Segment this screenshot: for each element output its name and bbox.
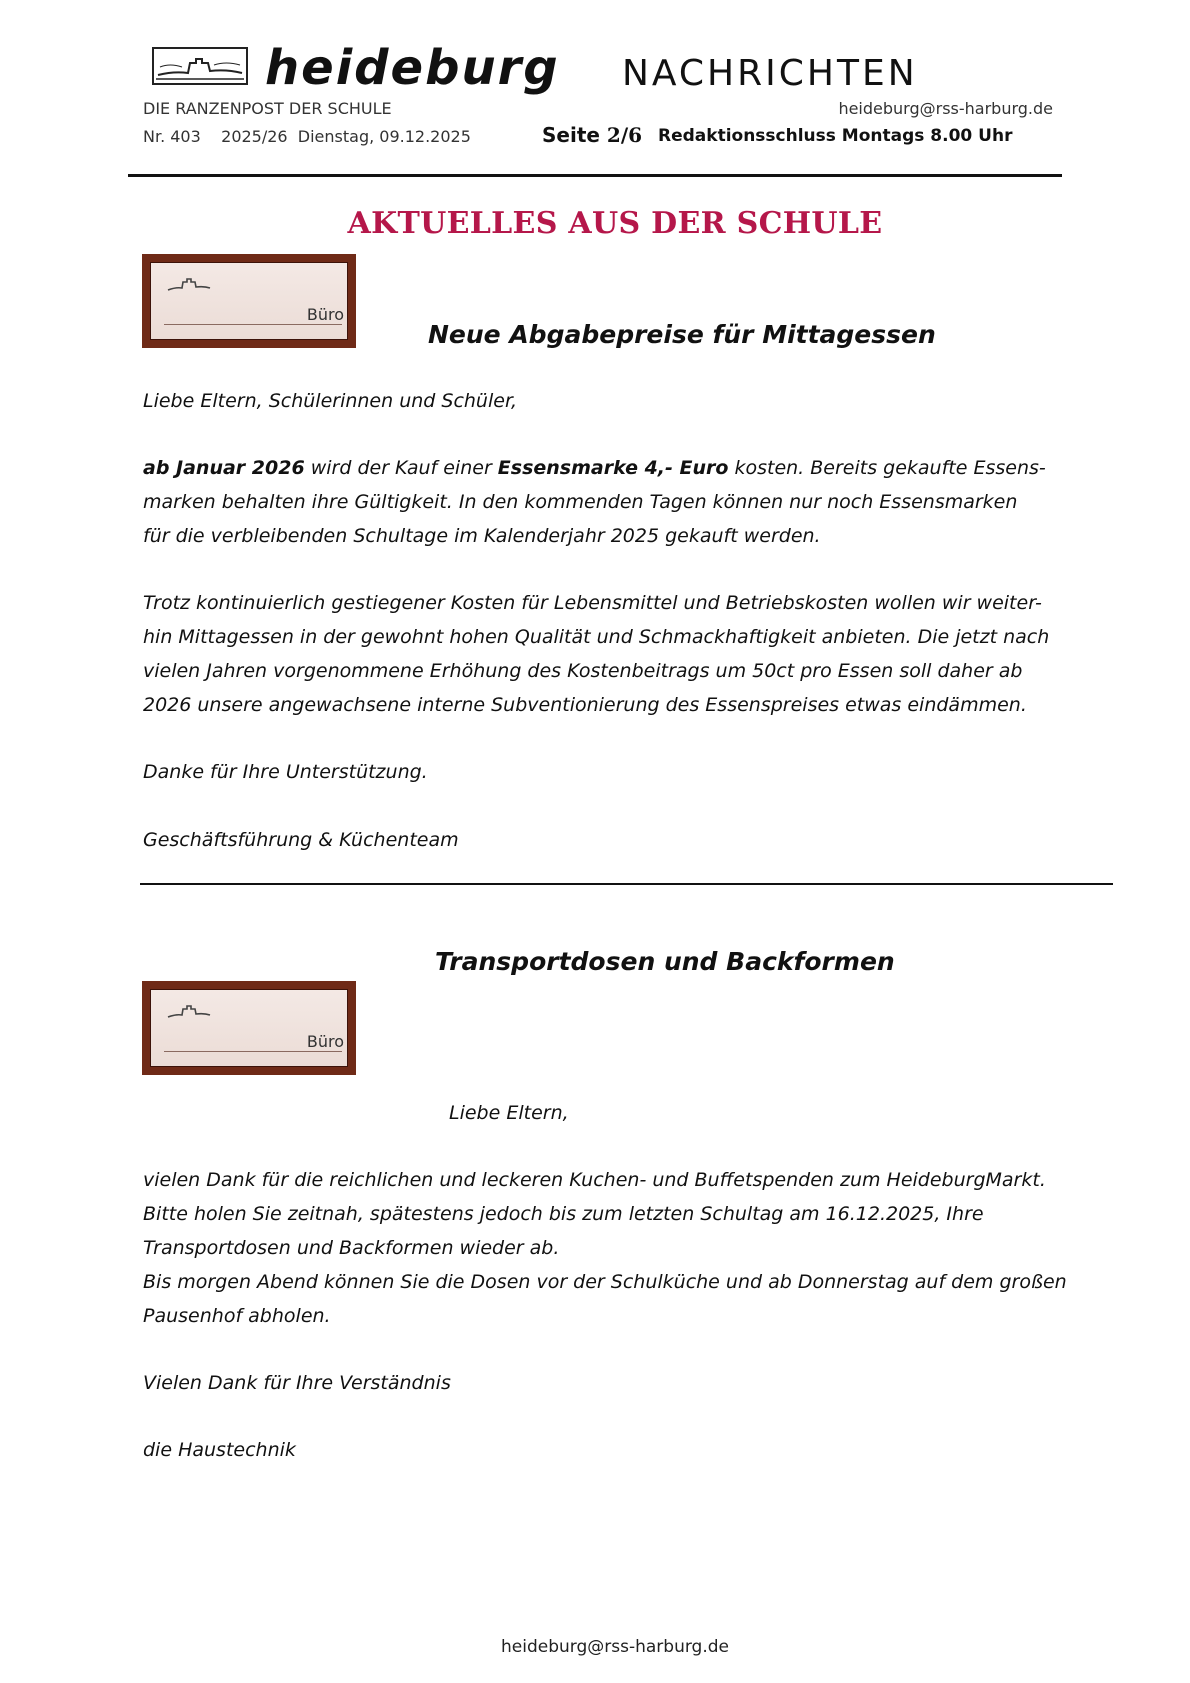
- school-logo: [152, 47, 248, 85]
- castle-logo-icon: [154, 49, 246, 83]
- bold-date: ab Januar 2026: [143, 457, 305, 479]
- sign-label: Büro: [306, 1032, 344, 1051]
- section-title: AKTUELLES AUS DER SCHULE: [347, 206, 883, 241]
- paragraph-line: 2026 unsere angewachsene interne Subventionierung des Essenspreises etwas eindämmen.: [143, 694, 1027, 716]
- paragraph-line: für die verbleibenden Schultage im Kalenderjahr 2025 gekauft werden.: [143, 525, 821, 547]
- paragraph-line: marken behalten ihre Gültigkeit. In den kommenden Tagen können nur noch Essensmarken: [143, 491, 1018, 513]
- castle-icon: [166, 1003, 212, 1023]
- article-signature: Geschäftsführung & Küchenteam: [143, 829, 459, 851]
- article-title: Transportdosen und Backformen: [435, 947, 895, 976]
- castle-icon: [166, 276, 212, 296]
- sign-line: [164, 324, 342, 325]
- page-label: Seite: [542, 123, 600, 147]
- paragraph-line: Bis morgen Abend können Sie die Dosen vor der Schulküche und ab Donnerstag auf dem großen: [143, 1271, 1067, 1293]
- text-run: wird der Kauf einer: [304, 457, 498, 479]
- header-email[interactable]: heideburg@rss-harburg.de: [838, 99, 1053, 118]
- paragraph-line: Transportdosen und Backformen wieder ab.: [143, 1237, 560, 1259]
- brand-name: heideburg: [265, 40, 560, 96]
- article-signature: die Haustechnik: [143, 1439, 296, 1461]
- paragraph-line: vielen Dank für die reichlichen und leckeren Kuchen- und Buffetspenden zum HeideburgMarkt.: [143, 1169, 1046, 1191]
- article-title: Neue Abgabepreise für Mittagessen: [428, 320, 936, 349]
- text-run: kosten. Bereits gekaufte Essens-: [728, 457, 1046, 479]
- paragraph-line: Pausenhof abholen.: [143, 1305, 331, 1327]
- office-sign-image: [142, 254, 356, 348]
- issue-line: Nr. 403 2025/26 Dienstag, 09.12.2025: [143, 127, 471, 146]
- page-indicator: [542, 123, 642, 147]
- paragraph-line: Trotz kontinuierlich gestiegener Kosten für Lebensmittel und Betriebskosten wollen wir weiter-: [143, 592, 1042, 614]
- deadline-note: Redaktionsschluss Montags 8.00 Uhr: [658, 126, 1013, 146]
- office-sign-image: [142, 981, 356, 1075]
- article-paragraph: [143, 586, 1083, 722]
- paragraph-line: hin Mittagessen in der gewohnt hohen Qualität und Schmackhaftigkeit anbieten. Die jetzt nach: [143, 626, 1050, 648]
- article-thanks: Danke für Ihre Unterstützung.: [143, 761, 428, 783]
- sign-line: [164, 1051, 342, 1052]
- article-divider: [140, 883, 1113, 885]
- footer-email[interactable]: heideburg@rss-harburg.de: [501, 1637, 729, 1657]
- article-paragraph: [143, 451, 1083, 553]
- article-greeting: Liebe Eltern,: [449, 1102, 569, 1124]
- sign-label: Büro: [306, 305, 344, 324]
- paragraph-line: [143, 451, 1083, 485]
- article-greeting: Liebe Eltern, Schülerinnen und Schüler,: [143, 390, 518, 412]
- bold-price: Essensmarke 4,- Euro: [497, 457, 729, 479]
- header-divider: [128, 174, 1062, 177]
- article-thanks: Vielen Dank für Ihre Verständnis: [143, 1372, 451, 1394]
- paragraph-line: Bitte holen Sie zeitnah, spätestens jedoch bis zum letzten Schultag am 16.12.2025, Ihre: [143, 1203, 984, 1225]
- paragraph-line: vielen Jahren vorgenommene Erhöhung des Kostenbeitrags um 50ct pro Essen soll daher ab: [143, 660, 1023, 682]
- tagline: DIE RANZENPOST DER SCHULE: [143, 99, 392, 118]
- article-paragraph: [143, 1163, 1083, 1333]
- page-number: 2/6: [606, 123, 643, 147]
- brand-subtitle: NACHRICHTEN: [622, 53, 918, 94]
